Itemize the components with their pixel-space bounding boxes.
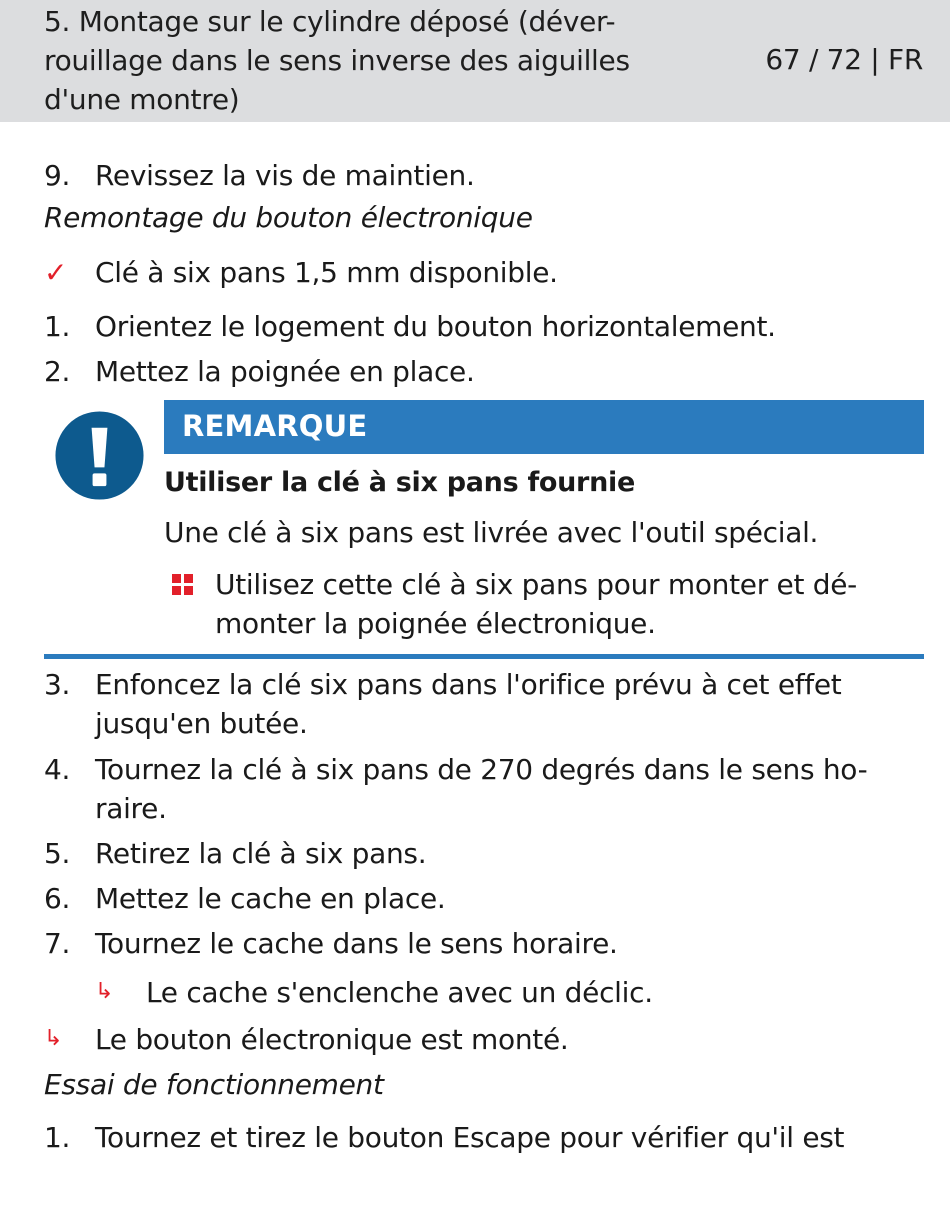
result-arrow-icon: ↳ (95, 979, 114, 1004)
action-bullet-icon (172, 574, 194, 596)
step-text: Orientez le logement du bouton horizontalement. (95, 310, 776, 343)
note-body: Une clé à six pans est livrée avec l'outil spécial. (164, 516, 819, 549)
step-text: Tournez et tirez le bouton Escape pour vérifier qu'il est (95, 1121, 845, 1154)
note-action-line: Utilisez cette clé à six pans pour monter et dé- (215, 568, 857, 601)
section-heading-remontage: Remontage du bouton électronique (44, 201, 533, 234)
note-label: REMARQUE (182, 409, 368, 443)
chapter-title-line: rouillage dans le sens inverse des aiguilles (44, 44, 630, 77)
note-header-bar (164, 400, 924, 454)
step-text: jusqu'en butée. (95, 707, 308, 740)
step-text: Enfoncez la clé six pans dans l'orifice prévu à cet effet (95, 668, 842, 701)
step-number: 5. (44, 837, 71, 870)
result-text: Le bouton électronique est monté. (95, 1023, 569, 1056)
step-text: raire. (95, 792, 167, 825)
checkmark-icon: ✓ (44, 256, 68, 289)
note-bottom-rule (44, 654, 924, 659)
step-text: Revissez la vis de maintien. (95, 159, 475, 192)
step-number: 6. (44, 882, 71, 915)
page-header (0, 0, 950, 122)
step-number: 1. (44, 1121, 71, 1154)
step-number: 9. (44, 159, 71, 192)
step-number: 2. (44, 355, 71, 388)
step-number: 3. (44, 668, 71, 701)
note-heading: Utiliser la clé à six pans fournie (164, 467, 635, 498)
note-action-line: monter la poignée électronique. (215, 607, 656, 640)
prerequisite-text: Clé à six pans 1,5 mm disponible. (95, 256, 558, 289)
step-number: 1. (44, 310, 71, 343)
step-text: Mettez le cache en place. (95, 882, 446, 915)
step-text: Tournez le cache dans le sens horaire. (95, 927, 618, 960)
result-text: Le cache s'enclenche avec un déclic. (146, 976, 653, 1009)
exclamation-icon (52, 408, 147, 503)
step-text: Tournez la clé à six pans de 270 degrés dans le sens ho- (95, 753, 868, 786)
chapter-title-line: 5. Montage sur le cylindre déposé (déver- (44, 5, 616, 38)
section-heading-essai: Essai de fonctionnement (44, 1068, 384, 1101)
step-text: Retirez la clé à six pans. (95, 837, 427, 870)
chapter-title (44, 2, 684, 119)
step-text: Mettez la poignée en place. (95, 355, 475, 388)
step-number: 7. (44, 927, 71, 960)
result-arrow-icon: ↳ (44, 1026, 63, 1051)
chapter-title-line: d'une montre) (44, 83, 240, 116)
step-number: 4. (44, 753, 71, 786)
page-number: 67 / 72 | FR (765, 43, 923, 76)
